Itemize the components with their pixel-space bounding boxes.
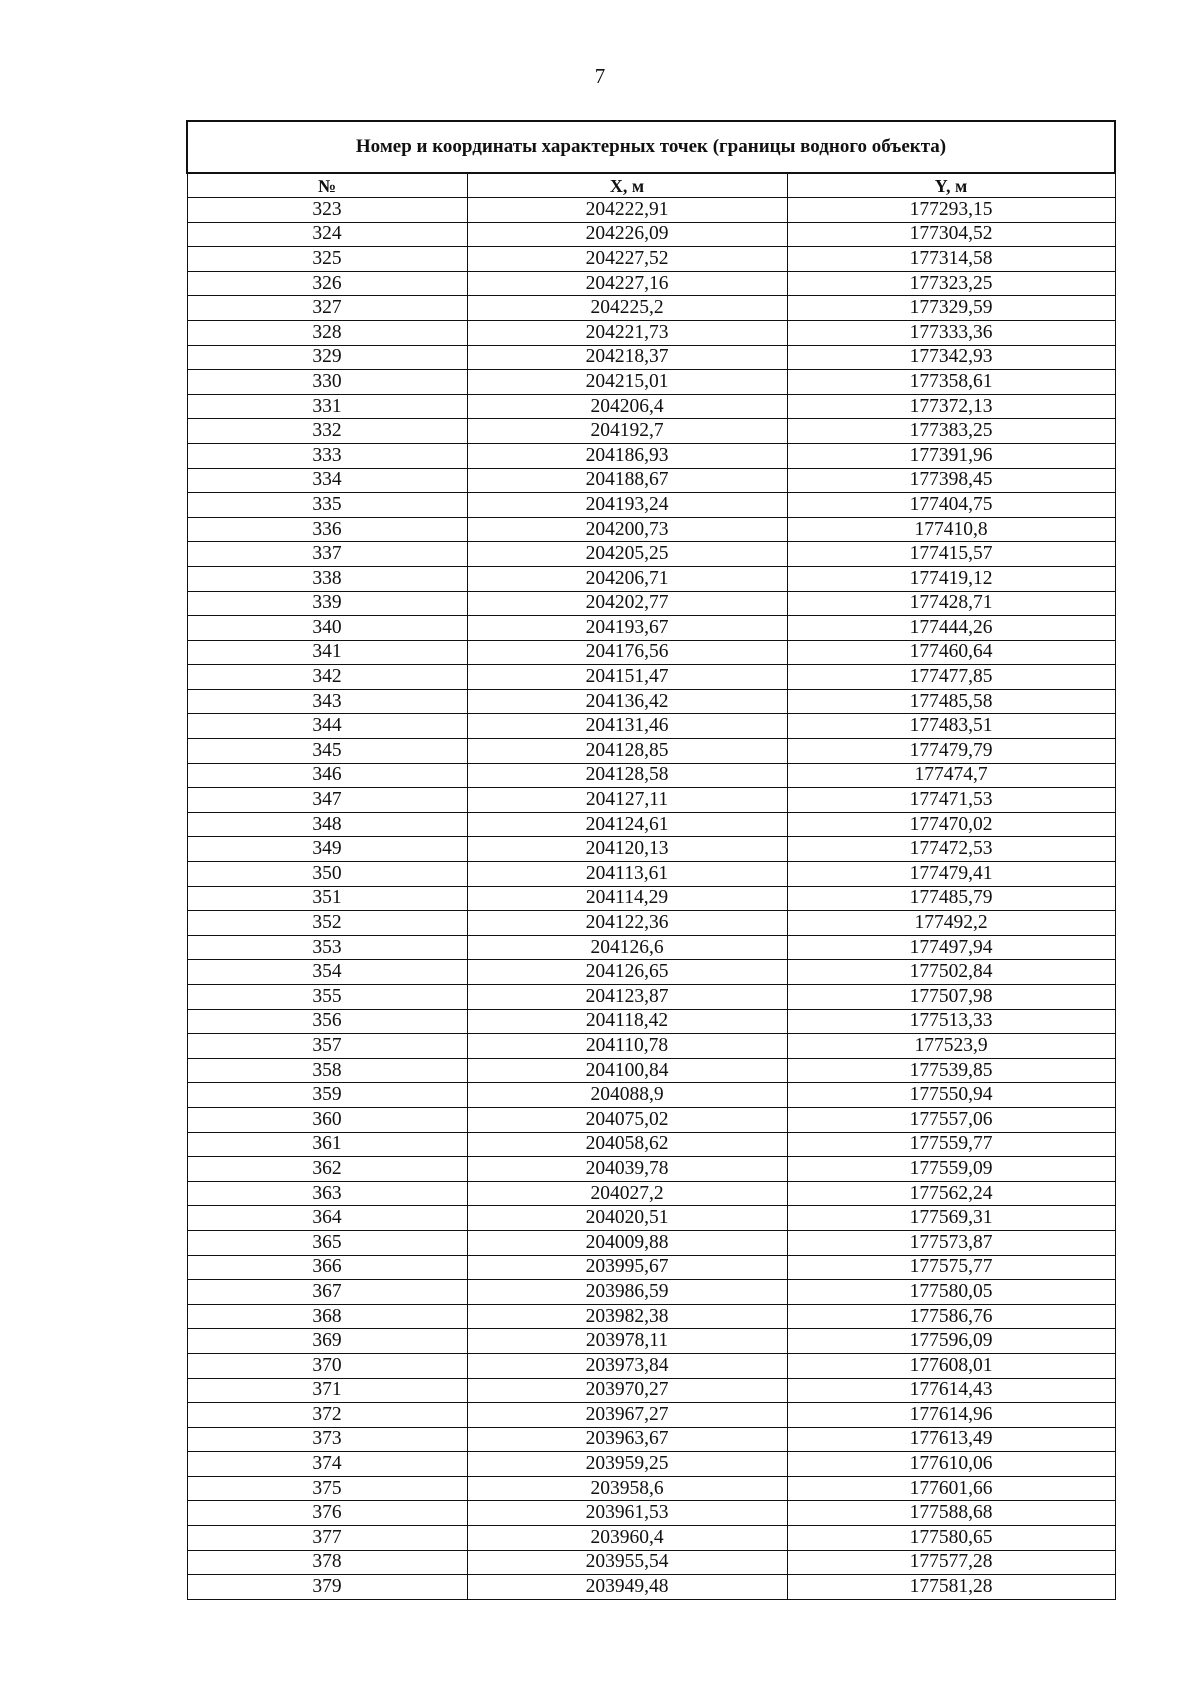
point-number-cell: 362	[187, 1157, 467, 1182]
table-row	[187, 345, 1115, 370]
table-row	[187, 739, 1115, 764]
table-row	[187, 1083, 1115, 1108]
y-coordinate-cell: 177539,85	[787, 1058, 1115, 1083]
point-number-cell: 371	[187, 1378, 467, 1403]
x-coordinate-cell: 204020,51	[467, 1206, 787, 1231]
header-x: X, м	[467, 173, 787, 198]
x-coordinate-cell: 204123,87	[467, 985, 787, 1010]
point-number-cell: 326	[187, 271, 467, 296]
point-number-cell: 372	[187, 1403, 467, 1428]
y-coordinate-cell: 177569,31	[787, 1206, 1115, 1231]
y-coordinate-cell: 177559,77	[787, 1132, 1115, 1157]
table-row	[187, 198, 1115, 223]
y-coordinate-cell: 177573,87	[787, 1230, 1115, 1255]
point-number-cell: 346	[187, 763, 467, 788]
table-row	[187, 1280, 1115, 1305]
x-coordinate-cell: 204009,88	[467, 1230, 787, 1255]
table-row	[187, 911, 1115, 936]
y-coordinate-cell: 177485,58	[787, 689, 1115, 714]
y-coordinate-cell: 177608,01	[787, 1353, 1115, 1378]
point-number-cell: 374	[187, 1452, 467, 1477]
x-coordinate-cell: 204113,61	[467, 862, 787, 887]
table-row	[187, 1575, 1115, 1600]
point-number-cell: 354	[187, 960, 467, 985]
y-coordinate-cell: 177586,76	[787, 1304, 1115, 1329]
point-number-cell: 344	[187, 714, 467, 739]
table-row	[187, 1476, 1115, 1501]
table-row	[187, 443, 1115, 468]
x-coordinate-cell: 204226,09	[467, 222, 787, 247]
point-number-cell: 357	[187, 1034, 467, 1059]
table-row	[187, 985, 1115, 1010]
y-coordinate-cell: 177342,93	[787, 345, 1115, 370]
y-coordinate-cell: 177372,13	[787, 394, 1115, 419]
y-coordinate-cell: 177513,33	[787, 1009, 1115, 1034]
y-coordinate-cell: 177550,94	[787, 1083, 1115, 1108]
table-row	[187, 935, 1115, 960]
x-coordinate-cell: 204192,7	[467, 419, 787, 444]
y-coordinate-cell: 177477,85	[787, 665, 1115, 690]
x-coordinate-cell: 204206,4	[467, 394, 787, 419]
table-row	[187, 616, 1115, 641]
table-row	[187, 542, 1115, 567]
point-number-cell: 364	[187, 1206, 467, 1231]
x-coordinate-cell: 203961,53	[467, 1501, 787, 1526]
y-coordinate-cell: 177479,79	[787, 739, 1115, 764]
point-number-cell: 337	[187, 542, 467, 567]
y-coordinate-cell: 177410,8	[787, 517, 1115, 542]
y-coordinate-cell: 177557,06	[787, 1107, 1115, 1132]
y-coordinate-cell: 177415,57	[787, 542, 1115, 567]
y-coordinate-cell: 177614,43	[787, 1378, 1115, 1403]
point-number-cell: 353	[187, 935, 467, 960]
x-coordinate-cell: 203959,25	[467, 1452, 787, 1477]
point-number-cell: 352	[187, 911, 467, 936]
y-coordinate-cell: 177581,28	[787, 1575, 1115, 1600]
table-row	[187, 517, 1115, 542]
y-coordinate-cell: 177580,65	[787, 1526, 1115, 1551]
y-coordinate-cell: 177444,26	[787, 616, 1115, 641]
point-number-cell: 331	[187, 394, 467, 419]
table-row	[187, 1107, 1115, 1132]
point-number-cell: 350	[187, 862, 467, 887]
point-number-cell: 367	[187, 1280, 467, 1305]
x-coordinate-cell: 204206,71	[467, 566, 787, 591]
y-coordinate-cell: 177471,53	[787, 788, 1115, 813]
point-number-cell: 340	[187, 616, 467, 641]
table-row	[187, 296, 1115, 321]
table-row	[187, 960, 1115, 985]
table-row	[187, 1009, 1115, 1034]
point-number-cell: 368	[187, 1304, 467, 1329]
x-coordinate-cell: 204193,24	[467, 493, 787, 518]
y-coordinate-cell: 177383,25	[787, 419, 1115, 444]
y-coordinate-cell: 177404,75	[787, 493, 1115, 518]
table-body	[187, 198, 1115, 1600]
point-number-cell: 324	[187, 222, 467, 247]
x-coordinate-cell: 204128,58	[467, 763, 787, 788]
point-number-cell: 347	[187, 788, 467, 813]
y-coordinate-cell: 177610,06	[787, 1452, 1115, 1477]
x-coordinate-cell: 203963,67	[467, 1427, 787, 1452]
table-row	[187, 566, 1115, 591]
page-number: 7	[594, 64, 606, 88]
table-row	[187, 468, 1115, 493]
point-number-cell: 334	[187, 468, 467, 493]
x-coordinate-cell: 204114,29	[467, 886, 787, 911]
y-coordinate-cell: 177428,71	[787, 591, 1115, 616]
point-number-cell: 348	[187, 812, 467, 837]
table-row	[187, 1034, 1115, 1059]
table-row	[187, 862, 1115, 887]
point-number-cell: 349	[187, 837, 467, 862]
point-number-cell: 356	[187, 1009, 467, 1034]
point-number-cell: 325	[187, 247, 467, 272]
x-coordinate-cell: 204128,85	[467, 739, 787, 764]
y-coordinate-cell: 177575,77	[787, 1255, 1115, 1280]
y-coordinate-cell: 177613,49	[787, 1427, 1115, 1452]
x-coordinate-cell: 203958,6	[467, 1476, 787, 1501]
x-coordinate-cell: 204039,78	[467, 1157, 787, 1182]
x-coordinate-cell: 204075,02	[467, 1107, 787, 1132]
table-row	[187, 1378, 1115, 1403]
y-coordinate-cell: 177588,68	[787, 1501, 1115, 1526]
table-row	[187, 1230, 1115, 1255]
table-row	[187, 812, 1115, 837]
x-coordinate-cell: 204227,52	[467, 247, 787, 272]
x-coordinate-cell: 204058,62	[467, 1132, 787, 1157]
x-coordinate-cell: 204218,37	[467, 345, 787, 370]
table-row	[187, 419, 1115, 444]
y-coordinate-cell: 177304,52	[787, 222, 1115, 247]
point-number-cell: 360	[187, 1107, 467, 1132]
point-number-cell: 329	[187, 345, 467, 370]
x-coordinate-cell: 204205,25	[467, 542, 787, 567]
table-row	[187, 591, 1115, 616]
point-number-cell: 330	[187, 370, 467, 395]
y-coordinate-cell: 177479,41	[787, 862, 1115, 887]
coordinates-table	[186, 120, 1116, 1600]
x-coordinate-cell: 203967,27	[467, 1403, 787, 1428]
y-coordinate-cell: 177398,45	[787, 468, 1115, 493]
point-number-cell: 369	[187, 1329, 467, 1354]
table-row	[187, 320, 1115, 345]
point-number-cell: 376	[187, 1501, 467, 1526]
x-coordinate-cell: 204193,67	[467, 616, 787, 641]
table-row	[187, 1329, 1115, 1354]
x-coordinate-cell: 204225,2	[467, 296, 787, 321]
y-coordinate-cell: 177492,2	[787, 911, 1115, 936]
header-y: Y, м	[787, 173, 1115, 198]
y-coordinate-cell: 177391,96	[787, 443, 1115, 468]
table-row	[187, 1304, 1115, 1329]
table-row	[187, 271, 1115, 296]
point-number-cell: 336	[187, 517, 467, 542]
header-row	[187, 173, 1115, 198]
point-number-cell: 333	[187, 443, 467, 468]
table-row	[187, 1132, 1115, 1157]
point-number-cell: 370	[187, 1353, 467, 1378]
x-coordinate-cell: 203978,11	[467, 1329, 787, 1354]
point-number-cell: 361	[187, 1132, 467, 1157]
y-coordinate-cell: 177559,09	[787, 1157, 1115, 1182]
table-row	[187, 788, 1115, 813]
y-coordinate-cell: 177502,84	[787, 960, 1115, 985]
point-number-cell: 342	[187, 665, 467, 690]
table-row	[187, 1255, 1115, 1280]
table-row	[187, 714, 1115, 739]
point-number-cell: 351	[187, 886, 467, 911]
x-coordinate-cell: 204186,93	[467, 443, 787, 468]
y-coordinate-cell: 177614,96	[787, 1403, 1115, 1428]
table-row	[187, 394, 1115, 419]
y-coordinate-cell: 177485,79	[787, 886, 1115, 911]
table-row	[187, 247, 1115, 272]
table-row	[187, 1550, 1115, 1575]
point-number-cell: 343	[187, 689, 467, 714]
table-row	[187, 1501, 1115, 1526]
x-coordinate-cell: 204221,73	[467, 320, 787, 345]
point-number-cell: 332	[187, 419, 467, 444]
table-row	[187, 1157, 1115, 1182]
point-number-cell: 359	[187, 1083, 467, 1108]
x-coordinate-cell: 204200,73	[467, 517, 787, 542]
x-coordinate-cell: 203986,59	[467, 1280, 787, 1305]
x-coordinate-cell: 204124,61	[467, 812, 787, 837]
y-coordinate-cell: 177483,51	[787, 714, 1115, 739]
x-coordinate-cell: 204120,13	[467, 837, 787, 862]
table-row	[187, 1427, 1115, 1452]
table-row	[187, 1181, 1115, 1206]
y-coordinate-cell: 177580,05	[787, 1280, 1115, 1305]
table-row	[187, 689, 1115, 714]
point-number-cell: 378	[187, 1550, 467, 1575]
y-coordinate-cell: 177577,28	[787, 1550, 1115, 1575]
x-coordinate-cell: 204215,01	[467, 370, 787, 395]
x-coordinate-cell: 204136,42	[467, 689, 787, 714]
y-coordinate-cell: 177323,25	[787, 271, 1115, 296]
x-coordinate-cell: 203970,27	[467, 1378, 787, 1403]
x-coordinate-cell: 203960,4	[467, 1526, 787, 1551]
x-coordinate-cell: 204127,11	[467, 788, 787, 813]
table-row	[187, 222, 1115, 247]
x-coordinate-cell: 204126,6	[467, 935, 787, 960]
x-coordinate-cell: 204202,77	[467, 591, 787, 616]
y-coordinate-cell: 177333,36	[787, 320, 1115, 345]
point-number-cell: 363	[187, 1181, 467, 1206]
y-coordinate-cell: 177419,12	[787, 566, 1115, 591]
y-coordinate-cell: 177470,02	[787, 812, 1115, 837]
x-coordinate-cell: 204188,67	[467, 468, 787, 493]
table-row	[187, 1058, 1115, 1083]
table-row	[187, 1206, 1115, 1231]
point-number-cell: 379	[187, 1575, 467, 1600]
x-coordinate-cell: 204100,84	[467, 1058, 787, 1083]
x-coordinate-cell: 204110,78	[467, 1034, 787, 1059]
point-number-cell: 358	[187, 1058, 467, 1083]
table-row	[187, 886, 1115, 911]
point-number-cell: 339	[187, 591, 467, 616]
x-coordinate-cell: 204088,9	[467, 1083, 787, 1108]
y-coordinate-cell: 177497,94	[787, 935, 1115, 960]
table-row	[187, 837, 1115, 862]
y-coordinate-cell: 177596,09	[787, 1329, 1115, 1354]
x-coordinate-cell: 203949,48	[467, 1575, 787, 1600]
x-coordinate-cell: 204222,91	[467, 198, 787, 223]
y-coordinate-cell: 177523,9	[787, 1034, 1115, 1059]
table-row	[187, 665, 1115, 690]
y-coordinate-cell: 177601,66	[787, 1476, 1115, 1501]
table-row	[187, 370, 1115, 395]
x-coordinate-cell: 203973,84	[467, 1353, 787, 1378]
point-number-cell: 366	[187, 1255, 467, 1280]
table-row	[187, 1452, 1115, 1477]
point-number-cell: 375	[187, 1476, 467, 1501]
x-coordinate-cell: 204122,36	[467, 911, 787, 936]
x-coordinate-cell: 203982,38	[467, 1304, 787, 1329]
x-coordinate-cell: 204151,47	[467, 665, 787, 690]
point-number-cell: 373	[187, 1427, 467, 1452]
table-row	[187, 1526, 1115, 1551]
y-coordinate-cell: 177460,64	[787, 640, 1115, 665]
x-coordinate-cell: 203955,54	[467, 1550, 787, 1575]
y-coordinate-cell: 177358,61	[787, 370, 1115, 395]
x-coordinate-cell: 204227,16	[467, 271, 787, 296]
x-coordinate-cell: 204176,56	[467, 640, 787, 665]
y-coordinate-cell: 177507,98	[787, 985, 1115, 1010]
point-number-cell: 323	[187, 198, 467, 223]
x-coordinate-cell: 204126,65	[467, 960, 787, 985]
y-coordinate-cell: 177329,59	[787, 296, 1115, 321]
y-coordinate-cell: 177474,7	[787, 763, 1115, 788]
table-row	[187, 1353, 1115, 1378]
table-caption: Номер и координаты характерных точек (границы водного объекта)	[187, 121, 1115, 173]
x-coordinate-cell: 204131,46	[467, 714, 787, 739]
x-coordinate-cell: 203995,67	[467, 1255, 787, 1280]
x-coordinate-cell: 204027,2	[467, 1181, 787, 1206]
table-row	[187, 493, 1115, 518]
x-coordinate-cell: 204118,42	[467, 1009, 787, 1034]
table-row	[187, 1403, 1115, 1428]
point-number-cell: 338	[187, 566, 467, 591]
y-coordinate-cell: 177562,24	[787, 1181, 1115, 1206]
point-number-cell: 355	[187, 985, 467, 1010]
point-number-cell: 328	[187, 320, 467, 345]
point-number-cell: 335	[187, 493, 467, 518]
y-coordinate-cell: 177314,58	[787, 247, 1115, 272]
point-number-cell: 365	[187, 1230, 467, 1255]
point-number-cell: 377	[187, 1526, 467, 1551]
table-row	[187, 640, 1115, 665]
header-number: №	[187, 173, 467, 198]
point-number-cell: 345	[187, 739, 467, 764]
point-number-cell: 341	[187, 640, 467, 665]
point-number-cell: 327	[187, 296, 467, 321]
y-coordinate-cell: 177293,15	[787, 198, 1115, 223]
y-coordinate-cell: 177472,53	[787, 837, 1115, 862]
table-row	[187, 763, 1115, 788]
